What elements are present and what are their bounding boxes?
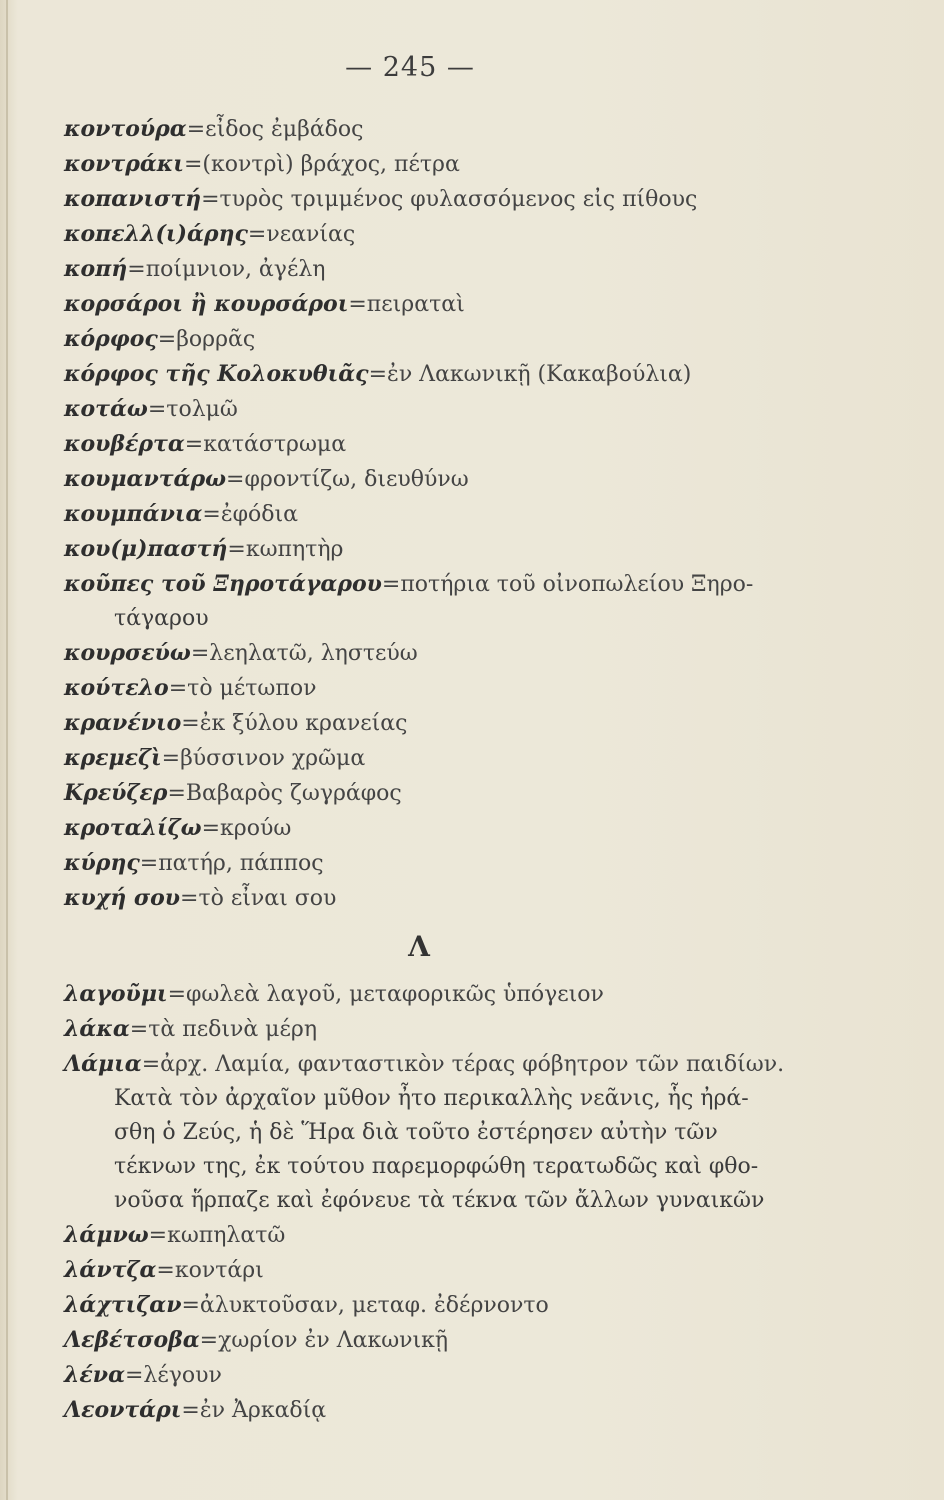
entry-headword: κούτελο bbox=[64, 675, 169, 701]
entry-headword: κουμπάνια bbox=[64, 501, 203, 527]
entry-continuation-line: Κατὰ τὸν ἀρχαῖον μῦθον ἦτο περικαλλὴς νεᾶνις, ἧς ἠρά- bbox=[114, 1086, 749, 1111]
glossary-entry bbox=[64, 1218, 854, 1253]
entry-definition: =λέγουν bbox=[125, 1363, 222, 1388]
entry-headword: κοπελλ(ι)άρης bbox=[64, 221, 248, 247]
entry-definition: =ἀλυκτοῦσαν, μεταφ. ἐδέρνοντο bbox=[181, 1293, 549, 1318]
entry-headword: κόρφος bbox=[64, 326, 158, 352]
entry-definition: =τὸ εἶναι σου bbox=[180, 886, 337, 911]
glossary-entry bbox=[64, 1393, 854, 1428]
entry-headword: κοῦπες τοῦ Ξηροτάγαρου bbox=[64, 571, 382, 597]
entry-definition: =ἐν Λακωνικῇ (Κακαβούλια) bbox=[368, 362, 692, 387]
entry-definition: =πειραταὶ bbox=[348, 292, 465, 317]
glossary-entry bbox=[64, 462, 854, 497]
entry-headword: Λεοντάρι bbox=[64, 1397, 182, 1423]
entry-definition: =βορρᾶς bbox=[157, 327, 256, 352]
entry-continuation-line: νοῦσα ἥρπαζε καὶ ἐφόνευε τὰ τέκνα τῶν ἄλλων γυναικῶν bbox=[114, 1188, 765, 1213]
entry-definition: =ποίμνιον, ἀγέλη bbox=[127, 257, 326, 282]
glossary-entry bbox=[64, 776, 854, 811]
entry-headword: λάμνω bbox=[64, 1222, 149, 1248]
entry-definition: =κρούω bbox=[201, 816, 292, 841]
entry-headword: λάκα bbox=[64, 1016, 130, 1042]
entry-definition: =κατάστρωμα bbox=[184, 432, 347, 457]
glossary-entry bbox=[64, 1253, 854, 1288]
entry-definition: =ἐκ ξύλου κρανείας bbox=[181, 711, 408, 736]
glossary-entry bbox=[64, 1047, 854, 1218]
entry-headword: κορσάροι ἢ κουρσάροι bbox=[64, 291, 349, 317]
glossary-entry bbox=[64, 1358, 854, 1393]
entry-headword: λάντζα bbox=[64, 1257, 157, 1283]
entry-headword: κοπανιστή bbox=[64, 186, 202, 212]
glossary-entry bbox=[64, 217, 854, 252]
entry-definition: =(κοντρὶ) βράχος, πέτρα bbox=[183, 152, 460, 177]
entry-headword: κόρφος τῆς Κολοκυθιᾶς bbox=[64, 361, 369, 387]
glossary-entry bbox=[64, 252, 854, 287]
glossary-entry bbox=[64, 1012, 854, 1047]
glossary-entries bbox=[64, 112, 854, 1428]
page-edge bbox=[6, 0, 8, 1500]
entry-definition: =βύσσινον χρῶμα bbox=[161, 746, 366, 771]
entry-headword: κοτάω bbox=[64, 396, 148, 422]
glossary-entry bbox=[64, 1288, 854, 1323]
entry-headword: κοντράκι bbox=[64, 151, 184, 177]
glossary-entry bbox=[64, 636, 854, 671]
entry-definition: =φωλεὰ λαγοῦ, μεταφορικῶς ὑπόγειον bbox=[167, 982, 604, 1007]
glossary-entry bbox=[64, 112, 854, 147]
glossary-entry bbox=[64, 497, 854, 532]
entry-definition: =τυρὸς τριμμένος φυλασσόμενος εἰς πίθους bbox=[201, 187, 698, 212]
glossary-entry bbox=[64, 392, 854, 427]
glossary-entry bbox=[64, 706, 854, 741]
entry-definition: =κωπηλατῶ bbox=[148, 1223, 286, 1248]
entry-headword: λάχτιζαν bbox=[64, 1292, 182, 1318]
entry-headword: λαγοῦμι bbox=[64, 981, 168, 1007]
entry-definition: =πατήρ, πάππος bbox=[139, 851, 324, 876]
entry-definition: =ποτήρια τοῦ οἰνοπωλείου Ξηρο- bbox=[381, 572, 754, 597]
entry-definition: =χωρίον ἐν Λακωνικῇ bbox=[199, 1328, 449, 1353]
entry-headword: κουμαντάρω bbox=[64, 466, 227, 492]
glossary-entry bbox=[64, 1323, 854, 1358]
glossary-entry bbox=[64, 881, 854, 916]
entry-headword: κουρσεύω bbox=[64, 640, 191, 666]
glossary-entry bbox=[64, 357, 854, 392]
entry-continuation-line: τέκνων της, ἐκ τούτου παρεμορφώθη τερατωδῶς καὶ φθο- bbox=[114, 1154, 759, 1179]
entry-definition: =ἐν Ἀρκαδίᾳ bbox=[181, 1398, 327, 1423]
glossary-entry bbox=[64, 567, 854, 636]
glossary-entry bbox=[64, 427, 854, 462]
entry-definition: =φροντίζω, διευθύνω bbox=[226, 467, 469, 492]
glossary-entry bbox=[64, 846, 854, 881]
entry-headword: λένα bbox=[64, 1362, 125, 1388]
entry-definition: =νεανίας bbox=[247, 222, 356, 247]
glossary-entry bbox=[64, 287, 854, 322]
glossary-entry bbox=[64, 147, 854, 182]
entry-headword: Κρεύζερ bbox=[64, 780, 168, 806]
entries-l-list bbox=[64, 977, 854, 1428]
entry-definition: =εἶδος ἐμβάδος bbox=[186, 117, 364, 142]
entry-headword: κυχή σου bbox=[64, 885, 181, 911]
glossary-entry bbox=[64, 182, 854, 217]
entry-headword: κρανένιο bbox=[64, 710, 182, 736]
glossary-entry bbox=[64, 322, 854, 357]
entry-definition: =τὸ μέτωπον bbox=[168, 676, 317, 701]
entry-continuation-line: σθη ὁ Ζεύς, ἡ δὲ Ἥρα διὰ τοῦτο ἐστέρησεν αὐτὴν τῶν bbox=[114, 1120, 718, 1145]
entry-definition: =τὰ πεδινὰ μέρη bbox=[129, 1017, 317, 1042]
entry-headword: κου(μ)παστή bbox=[64, 536, 228, 562]
glossary-entry bbox=[64, 977, 854, 1012]
entry-definition: =κοντάρι bbox=[156, 1258, 264, 1283]
glossary-entry bbox=[64, 741, 854, 776]
entry-headword: κοντούρα bbox=[64, 116, 187, 142]
section-letter: Λ bbox=[408, 930, 430, 963]
entry-definition: =τολμῶ bbox=[147, 397, 238, 422]
entry-headword: κύρης bbox=[64, 850, 140, 876]
glossary-entry bbox=[64, 671, 854, 706]
entry-headword: κρεμεζὶ bbox=[64, 745, 162, 771]
entry-definition: =λεηλατῶ, ληστεύω bbox=[190, 641, 418, 666]
entry-headword: κοπή bbox=[64, 256, 128, 282]
entry-continuation: τάγαρου bbox=[114, 606, 209, 631]
entries-k-list bbox=[64, 112, 854, 916]
entry-headword: Λεβέτσοβα bbox=[64, 1327, 200, 1353]
entry-headword: κουβέρτα bbox=[64, 431, 185, 457]
entry-definition: =ἐφόδια bbox=[202, 502, 299, 527]
glossary-entry bbox=[64, 811, 854, 846]
entry-definition: =Βαβαρὸς ζωγράφος bbox=[167, 781, 402, 806]
entry-definition: =κωπητὴρ bbox=[227, 537, 344, 562]
page-number: — 245 — bbox=[345, 52, 475, 83]
entry-headword: κροταλίζω bbox=[64, 815, 202, 841]
glossary-entry bbox=[64, 532, 854, 567]
entry-definition: =ἀρχ. Λαμία, φανταστικὸν τέρας φόβητρον τῶν παιδίων. bbox=[141, 1052, 785, 1077]
entry-headword: Λάμια bbox=[64, 1051, 142, 1077]
